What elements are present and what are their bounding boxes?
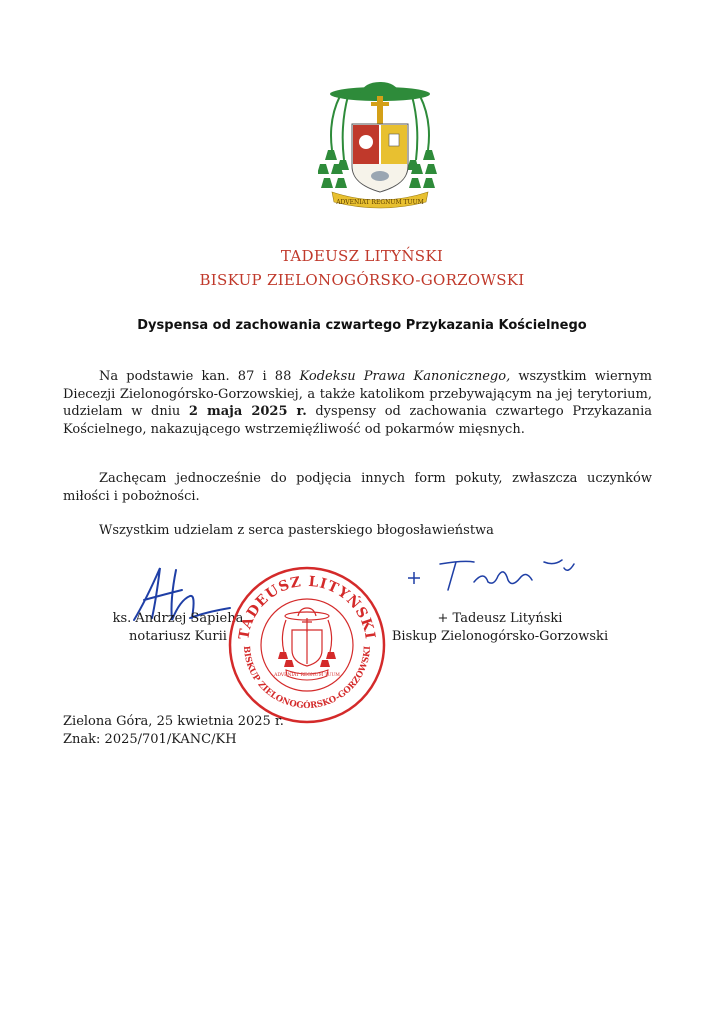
place-date: Zielona Góra, 25 kwietnia 2025 r. [63,714,284,729]
notary-signatory [108,610,248,645]
seal-text-top: TADEUSZ LITYŃSKI [236,573,378,641]
reference-number: Znak: 2025/701/KANC/KH [63,732,237,747]
bishop-signature-name: + Tadeusz Lityński [437,611,563,626]
bishop-signature-role: Biskup Zielonogórsko-Gorzowski [391,628,609,644]
bishop-signatory [382,610,618,645]
official-seal [228,566,386,724]
notary-name: ks. Andrzej Sapieha [112,611,244,626]
bishop-name: TADEUSZ LITYŃSKI [280,247,444,265]
seal-motto: ADVENIAT REGNUM TUUM [274,673,340,678]
seal-text-bottom: BISKUP ZIELONOGÓRSKO-GORZOWSKI [240,645,374,712]
motto-text: ADVENIAT REGNUM TUUM [336,199,424,206]
signature-right [404,556,584,596]
paragraph-2: Zachęcam jednocześnie do podjęcia innych form pokuty, zwłaszcza uczynków miłości i pobożności. [63,471,652,504]
paragraph-1: Na podstawie kan. 87 i 88 Kodeksu Prawa Kanonicznego, wszystkim wiernym Diecezji Zielonogórsko-Gorzowskiej, a także katolikom przebywającym na jej terytorium, udzielam w dniu 2 maja 2025 r. dyspensy od zachowania czwartego Przykazania Kościelnego, nakazującego wstrzemięźliwość od pokarmów mięsnych. [63,369,652,437]
notary-role: notariusz Kurii [129,628,227,644]
paragraph-3: Wszystkim udzielam z serca pasterskiego błogosławieństwa [99,523,494,538]
bishop-title: BISKUP ZIELONOGÓRSKO-GORZOWSKI [199,271,525,289]
document-title: Dyspensa od zachowania czwartego Przykazania Kościelnego [137,318,587,333]
coat-of-arms-emblem [318,80,442,212]
